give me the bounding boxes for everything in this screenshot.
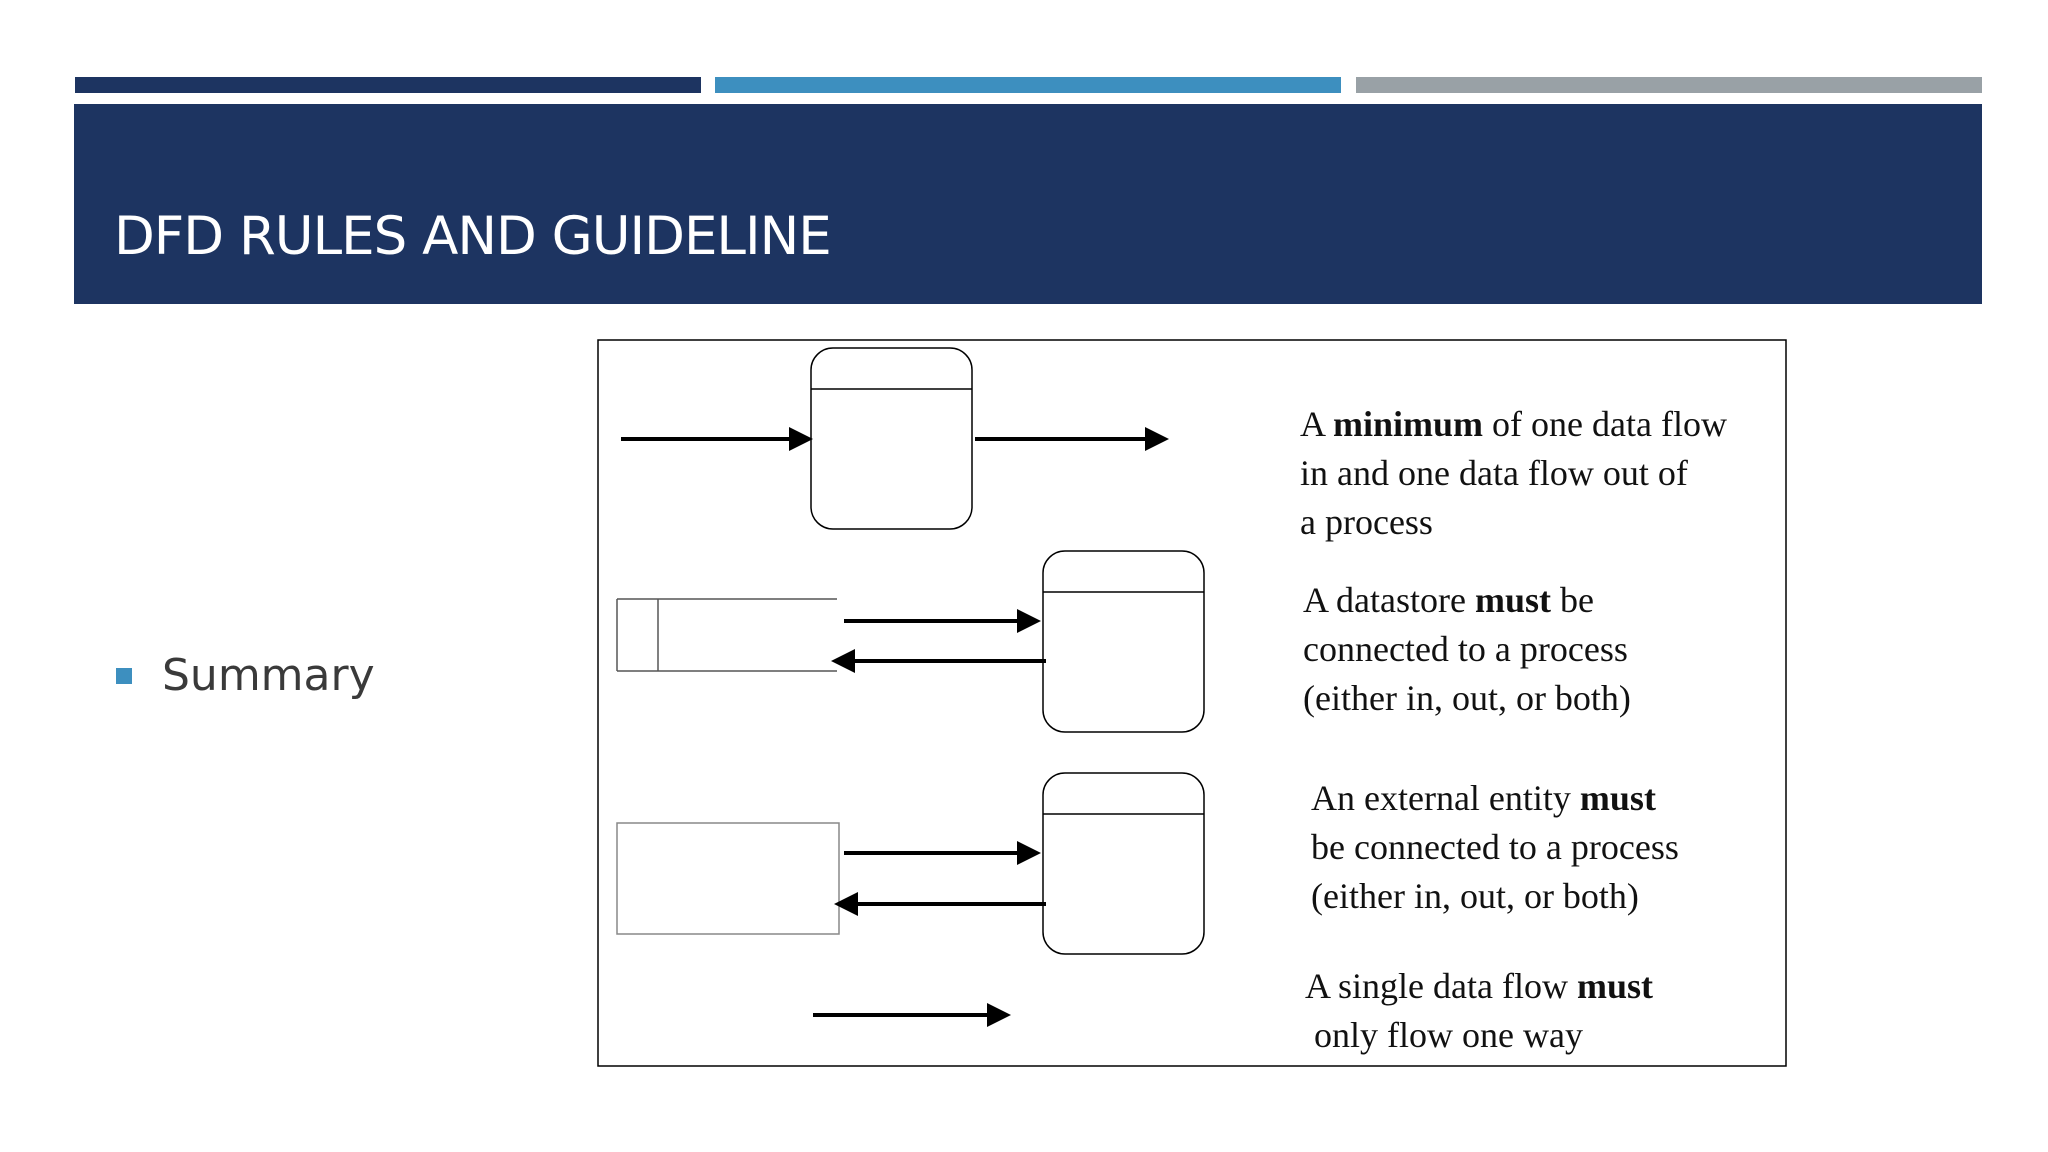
rule-external-entity-connection: [1311, 774, 1679, 921]
header-stripe-gray: [1356, 77, 1982, 93]
rule-line: be connected to a process: [1311, 827, 1679, 867]
rule-line: a process: [1300, 502, 1433, 542]
rule-line: An external entity must: [1311, 778, 1656, 818]
header-stripe-blue: [715, 77, 1341, 93]
external-entity-symbol: [617, 823, 839, 934]
title-band: [74, 104, 1982, 304]
bullet-item-summary: [116, 650, 375, 701]
bullet-label: Summary: [162, 650, 375, 701]
header-stripe-navy: [75, 77, 701, 93]
rule-minimum-flows: [1300, 400, 1727, 547]
dfd-rules-figure: [597, 339, 1787, 1067]
rule-datastore-connection: [1303, 576, 1631, 723]
process-symbol: [811, 348, 972, 529]
process-symbol: [1043, 773, 1204, 954]
rule-one-way-flow: [1305, 962, 1653, 1060]
rule-line: A single data flow must: [1305, 966, 1653, 1006]
rule-line: connected to a process: [1303, 629, 1628, 669]
slide-title: DFD RULES AND GUIDELINE: [114, 206, 831, 267]
square-bullet-icon: [116, 668, 132, 684]
rule-line: A minimum of one data flow: [1300, 404, 1727, 444]
rule-line: in and one data flow out of: [1300, 453, 1688, 493]
process-symbol: [1043, 551, 1204, 732]
rule-line: only flow one way: [1314, 1015, 1583, 1055]
rule-line: A datastore must be: [1303, 580, 1594, 620]
rule-line: (either in, out, or both): [1311, 876, 1639, 916]
rule-line: (either in, out, or both): [1303, 678, 1631, 718]
